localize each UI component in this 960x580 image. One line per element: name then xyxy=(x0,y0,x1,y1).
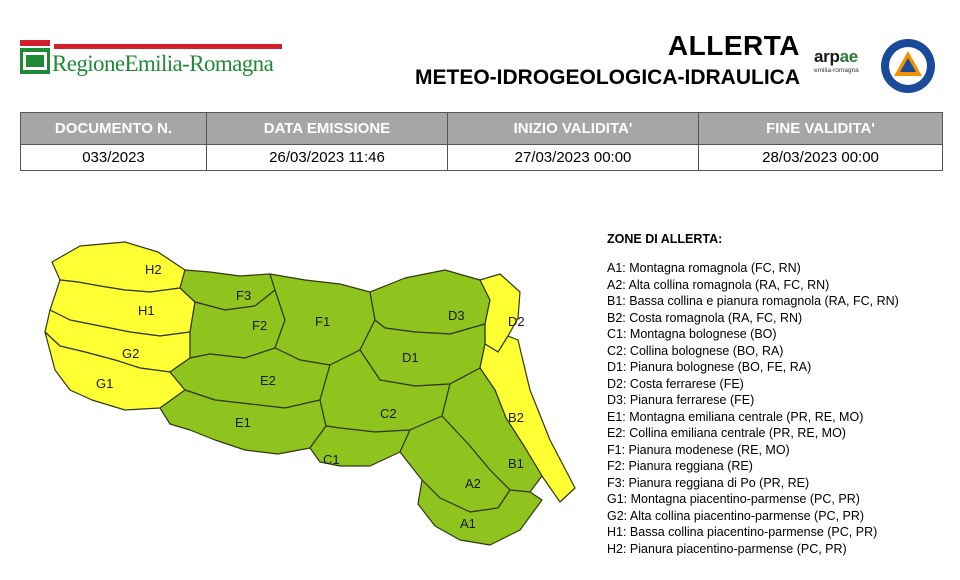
zone-label-d1: D1 xyxy=(402,350,419,365)
legend-item: F1: Pianura modenese (RE, MO) xyxy=(607,442,790,457)
region-logo xyxy=(20,40,282,80)
alert-zone-map xyxy=(30,240,590,560)
zone-label-g1: G1 xyxy=(96,376,114,391)
region-name: RegioneEmilia-Romagna xyxy=(52,51,274,76)
legend-item: H2: Pianura piacentino-parmense (PC, PR) xyxy=(607,541,847,556)
legend-item: B2: Costa romagnola (RA, FC, RN) xyxy=(607,310,803,325)
arpae-wordmark-accent: ae xyxy=(839,47,858,66)
info-header-row xyxy=(21,113,943,145)
document-info-table xyxy=(20,112,943,171)
legend-item: D1: Pianura bolognese (BO, FE, RA) xyxy=(607,360,812,374)
arpae-wordmark: arpae xyxy=(814,47,858,66)
zone-label-c2: C2 xyxy=(380,406,397,421)
zone-d3[interactable] xyxy=(370,270,490,334)
value-fine-validita: 28/03/2023 00:00 xyxy=(699,145,943,171)
zone-label-b1: B1 xyxy=(508,456,524,471)
zone-label-e1: E1 xyxy=(235,415,251,430)
info-value-row xyxy=(21,145,943,171)
legend-item: A2: Alta collina romagnola (RA, FC, RN) xyxy=(607,277,830,292)
legend-item: F3: Pianura reggiana di Po (PR, RE) xyxy=(607,475,810,490)
legend-title: ZONE DI ALLERTA: xyxy=(607,232,723,246)
zone-legend xyxy=(607,232,947,557)
zone-label-a1: A1 xyxy=(460,516,476,531)
zone-label-f2: F2 xyxy=(252,318,268,333)
header-inizio-validita: INIZIO VALIDITA' xyxy=(448,113,699,145)
legend-item: E1: Montagna emiliana centrale (PR, RE, MO) xyxy=(607,409,864,424)
header-documento: DOCUMENTO N. xyxy=(21,113,207,145)
legend-item: A1: Montagna romagnola (FC, RN) xyxy=(607,261,801,275)
legend-item: D2: Costa ferrarese (FE) xyxy=(607,376,744,391)
zone-label-f1: F1 xyxy=(315,314,331,329)
zone-label-d2: D2 xyxy=(508,314,525,329)
page-title: ALLERTA xyxy=(667,30,800,61)
zone-label-h1: H1 xyxy=(138,303,155,318)
legend-item: E2: Collina emiliana centrale (PR, RE, MO) xyxy=(607,426,846,440)
region-flag-icon xyxy=(20,40,50,74)
page-subtitle: METEO-IDROGEOLOGICA-IDRAULICA xyxy=(415,66,800,89)
legend-item: D3: Pianura ferrarese (FE) xyxy=(607,393,755,407)
arpae-logo xyxy=(814,48,878,82)
zone-label-g2: G2 xyxy=(122,346,140,361)
value-data-emissione: 26/03/2023 11:46 xyxy=(207,145,448,171)
legend-list xyxy=(607,260,947,557)
legend-item: C1: Montagna bolognese (BO) xyxy=(607,327,777,341)
zone-label-h2: H2 xyxy=(145,262,162,277)
value-inizio-validita: 27/03/2023 00:00 xyxy=(448,145,699,171)
zone-label-c1: C1 xyxy=(323,452,340,467)
zone-label-d3: D3 xyxy=(448,308,465,323)
arpae-subtext: emilia-romagna xyxy=(814,67,859,74)
civil-protection-logo-icon xyxy=(880,38,936,94)
legend-item: G1: Montagna piacentino-parmense (PC, PR) xyxy=(607,492,860,506)
legend-item: C2: Collina bolognese (BO, RA) xyxy=(607,343,784,358)
legend-item: B1: Bassa collina e pianura romagnola (RA, FC, RN) xyxy=(607,294,899,308)
zone-label-a2: A2 xyxy=(465,476,481,491)
legend-item: F2: Pianura reggiana (RE) xyxy=(607,459,753,473)
legend-item: H1: Bassa collina piacentino-parmense (PC, PR) xyxy=(607,525,878,539)
zone-label-b2: B2 xyxy=(508,410,524,425)
zone-label-e2: E2 xyxy=(260,373,276,388)
zone-label-f3: F3 xyxy=(236,288,252,303)
legend-item: G2: Alta collina piacentino-parmense (PC, PR) xyxy=(607,508,865,523)
region-red-bar xyxy=(54,44,282,49)
header-fine-validita: FINE VALIDITA' xyxy=(699,113,943,145)
header-data-emissione: DATA EMISSIONE xyxy=(207,113,448,145)
value-documento: 033/2023 xyxy=(21,145,207,171)
